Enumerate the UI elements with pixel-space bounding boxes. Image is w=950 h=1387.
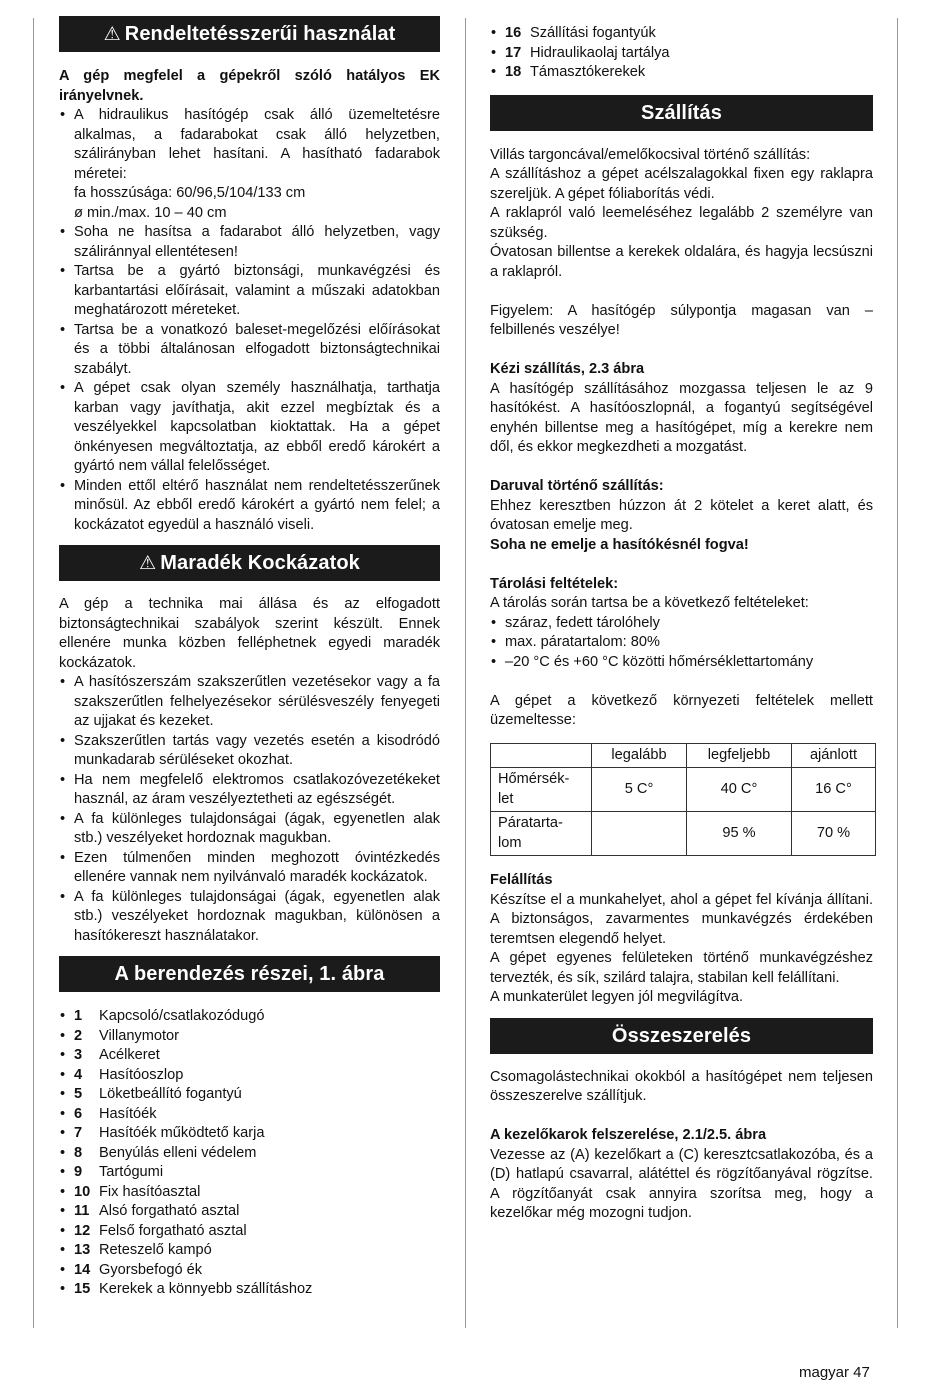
forklift-line: A raklapról való leemeléséhez legalább 2 személyre van szükség.: [490, 205, 873, 241]
list-item: • Minden ettől eltérő használat nem rendeltetésszerűnek minősül. Az ebből eredő károkért a gyártó nem felel; a kockázatot egyedül a használó viseli.: [59, 477, 440, 536]
right-column: [490, 24, 873, 1224]
part-item: • 11 Alsó forgatható asztal: [59, 1202, 440, 1222]
part-item: • 9 Tartógumi: [59, 1163, 440, 1183]
forklift-line: Villás targoncával/emelőkocsival történő szállítás:: [490, 146, 811, 163]
warning-triangle-icon: ⚠: [103, 24, 121, 45]
list-item: • Ezen túlmenően minden meghozott óvintézkedés ellenére vannak nem nyilvánvaló maradék kockázatok.: [59, 849, 440, 888]
left-margin-rule: [33, 18, 34, 1328]
part-item: • 1 Kapcsoló/csatlakozódugó: [59, 1007, 440, 1027]
setup-line: A munkaterület legyen jól megvilágítva.: [490, 989, 744, 1005]
part-item: • 15 Kerekek a könnyebb szállításhoz: [59, 1280, 440, 1300]
intended-use-list: [59, 106, 440, 535]
list-item: • –20 °C és +60 °C közötti hőmérséklettartomány: [490, 653, 873, 673]
part-item: • 6 Hasítóék: [59, 1105, 440, 1125]
table-cell: [592, 812, 687, 856]
table-header-row: [491, 743, 876, 768]
section-heading-intended-use: ⚠ Rendeltetésszerűi használat: [59, 16, 440, 52]
forklift-line: A szállításhoz a gépet acélszalagokkal fixen egy raklapra szereljük. A gépet fóliaborítás védi.: [490, 166, 873, 202]
list-item: • A gépet csak olyan személy használhatja, tarthatja karban vagy javíthatja, akit ezzel megbíztak és a veszélyekkel kapcsolatban kioktattak. Ha a gépet önkényesen megváltoztatja, az ebből eredő károkért a gyártó nem vállal felelősséget.: [59, 379, 440, 477]
section-heading-assembly: Összeszerelés: [490, 1018, 873, 1054]
list-item: • Tartsa be a vonatkozó baleset-megelőzési előírásokat és a többi általánosan elfogadott biztonságtechnikai szabályt.: [59, 321, 440, 380]
setup-heading: Felállítás: [490, 872, 553, 888]
part-item: • 17 Hidraulikaolaj tartálya: [490, 44, 873, 64]
storage-conditions-list: [490, 614, 873, 673]
residual-risks-intro: A gép a technika mai állása és az elfogadott biztonságtechnikai szabályok szerint készült. Ennek ellenére munka közben felléphetnek egyedi maradék kockázatok.: [59, 596, 440, 671]
right-margin-rule: [897, 18, 898, 1328]
table-row-label: Hőmérsék- let: [491, 768, 592, 812]
wood-length-spec: fa hosszúsága: 60/96,5/104/133 cm: [74, 185, 306, 201]
section-heading-residual-risks: ⚠ Maradék Kockázatok: [59, 545, 440, 581]
warning-triangle-icon: ⚠: [139, 553, 157, 574]
table-header-cell: [491, 743, 592, 768]
list-item: • száraz, fedett tárolóhely: [490, 614, 873, 634]
part-item: • 14 Gyorsbefogó ék: [59, 1261, 440, 1281]
crane-warning: Soha ne emelje a hasítókésnél fogva!: [490, 536, 749, 553]
table-header-cell: ajánlott: [791, 743, 875, 768]
manual-transport-heading: Kézi szállítás, 2.3 ábra: [490, 361, 645, 377]
machine-parts-list-continued: [490, 24, 873, 83]
list-item: • A hasítószerszám szakszerűtlen vezetésekor vagy a fa szakszerűtlen felhelyezésekor sérülésveszély fenyegeti az ujjakat és kezeket.: [59, 673, 440, 732]
list-item: • Szakszerűtlen tartás vagy vezetés esetén a kisodródó munkadarab sérüléseket okozhat.: [59, 732, 440, 771]
tipping-warning: Figyelem: A hasítógép súlypontja magasan van – felbillenés veszélye!: [490, 302, 873, 338]
assembly-intro: Csomagolástechnikai okokból a hasítógépet nem teljesen összeszerelve szállítjuk.: [490, 1068, 873, 1104]
setup-line: A gépet egyenes felületeken történő munkavégzéshez tervezték, és sík, szilárd talajra, stabilan kell felállítani.: [490, 950, 873, 986]
list-item: • Ha nem megfelelő elektromos csatlakozóvezetékeket használ, az áram veszélyeztetheti az egészségét.: [59, 771, 440, 810]
list-item: • A hidraulikus hasítógép csak álló üzemeltetésre alkalmas, a fadarabokat csak álló helyzetben, szálirányban lehet hasítani. A hasítható fadarabok méretei: fa hosszúsága: 60/96,5/104/133 cm ø min./max. 10 – 40 cm: [59, 106, 440, 223]
table-row-label: Páratarta- lom: [491, 812, 592, 856]
part-item: • 3 Acélkeret: [59, 1046, 440, 1066]
setup-line: Készítse el a munkahelyet, ahol a gépet fel kívánja állítani. A biztonságos, zavarmentes munkavégzés érdekében teremtsen elegendő helyet.: [490, 891, 873, 947]
list-item: • A fa különleges tulajdonságai (ágak, egyenetlen alak stb.) veszélyeket hordoznak magukban.: [59, 810, 440, 849]
part-item: • 10 Fix hasítóasztal: [59, 1183, 440, 1203]
part-item: • 8 Benyúlás elleni védelem: [59, 1144, 440, 1164]
list-item: • Soha ne hasítsa a fadarabot álló helyzetben, vagy száliránnyal ellentétesen!: [59, 223, 440, 262]
list-item: • A fa különleges tulajdonságai (ágak, egyenetlen alak stb.) veszélyeket hordoznak magukban, különösen a hasítókereszt használatakor.: [59, 888, 440, 947]
environment-intro: A gépet a következő környezeti feltételek mellett üzemeltesse:: [490, 692, 873, 728]
part-item: • 4 Hasítóoszlop: [59, 1066, 440, 1086]
directive-statement: A gép megfelel a gépekről szóló hatályos EK irányelvnek.: [59, 68, 440, 104]
manual-transport-text: A hasítógép szállításához mozgassa teljesen le az 9 hasítókést. A hasítóoszlopnál, a fogantyú segítségével enyhén billentse meg a hasítógépet, míg a kerekre nem dől, és ekkor megkezdheti a mozgatást.: [490, 380, 873, 455]
page-number: magyar 47: [799, 1364, 870, 1381]
wood-diameter-spec: ø min./max. 10 – 40 cm: [74, 204, 227, 221]
table-cell: 95 %: [687, 812, 792, 856]
part-item: • 7 Hasítóék működtető karja: [59, 1124, 440, 1144]
list-item: • max. páratartalom: 80%: [490, 633, 873, 653]
part-item: • 16 Szállítási fogantyúk: [490, 24, 873, 44]
part-item: • 12 Felső forgatható asztal: [59, 1222, 440, 1242]
part-item: • 2 Villanymotor: [59, 1027, 440, 1047]
storage-intro: A tárolás során tartsa be a következő feltételeket:: [490, 595, 809, 611]
machine-parts-list: [59, 1007, 440, 1300]
residual-risks-list: [59, 673, 440, 946]
table-cell: 40 C°: [687, 768, 792, 812]
table-header-cell: legfeljebb: [687, 743, 792, 768]
table-header-cell: legalább: [592, 743, 687, 768]
environment-conditions-table: [490, 743, 876, 857]
list-item: • Tartsa be a gyártó biztonsági, munkavégzési és karbantartási előírásait, valamint a műszaki adatokban meghatározott méreteket.: [59, 262, 440, 321]
storage-heading: Tárolási feltételek:: [490, 575, 619, 592]
forklift-line: Óvatosan billentse a kerekek oldalára, és hagyja lecsúszni a raklapról.: [490, 244, 873, 280]
crane-transport-text: Ehhez keresztben húzzon át 2 kötelet a keret alatt, és óvatosan emelje meg.: [490, 497, 873, 533]
crane-transport-heading: Daruval történő szállítás:: [490, 478, 664, 494]
table-row: [491, 812, 876, 856]
part-item: • 18 Támasztókerekek: [490, 63, 873, 83]
section-heading-machine-parts: A berendezés részei, 1. ábra: [59, 956, 440, 992]
table-cell: 16 C°: [791, 768, 875, 812]
part-item: • 5 Löketbeállító fogantyú: [59, 1085, 440, 1105]
levers-text: Vezesse az (A) kezelőkart a (C) keresztcsatlakozóba, és a (D) hatlapú csavarral, alátéttel és rögzítőanyával rögzítse. A rögzítőanyát csak annyira szorítsa meg, hogy a kezelőkar még mozogni tudjon.: [490, 1146, 873, 1221]
table-cell: 70 %: [791, 812, 875, 856]
table-cell: 5 C°: [592, 768, 687, 812]
section-heading-transport: Szállítás: [490, 95, 873, 131]
center-column-rule: [465, 18, 466, 1328]
levers-heading: A kezelőkarok felszerelése, 2.1/2.5. ábra: [490, 1127, 767, 1143]
table-row: [491, 768, 876, 812]
part-item: • 13 Reteszelő kampó: [59, 1241, 440, 1261]
left-column: [59, 16, 440, 1300]
